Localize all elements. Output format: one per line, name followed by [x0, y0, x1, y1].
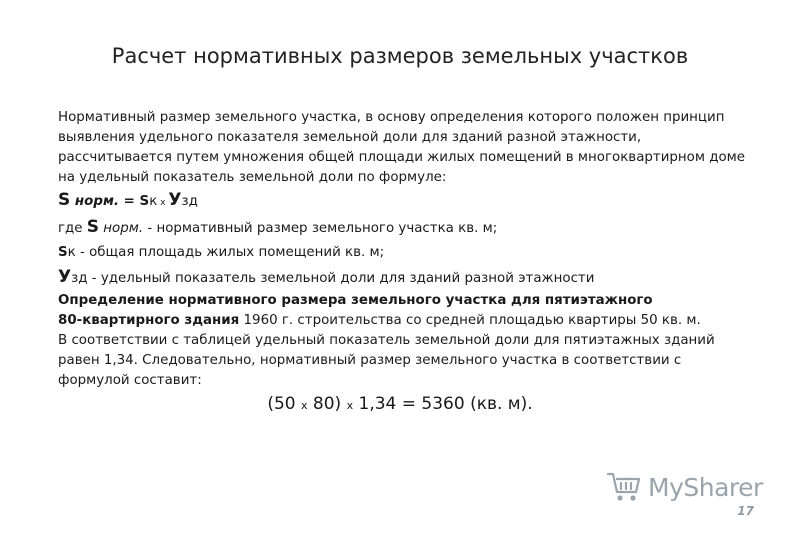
slide-body	[58, 108, 758, 391]
definition-s-k	[58, 241, 758, 265]
formula-sk-k: к	[149, 194, 158, 209]
def1-rest: - нормативный размер земельного участка кв. м;	[143, 221, 498, 236]
definition-s-norm	[58, 215, 758, 241]
intro-line-4: на удельный показатель земельной доли по формуле:	[58, 170, 447, 185]
result-part-1: (50	[267, 394, 301, 414]
cart-logo-icon	[606, 471, 642, 503]
slide-title: Расчет нормативных размеров земельных участков	[111, 44, 689, 68]
example-line-2-rest: 1960 г. строительства со средней площадью квартиры 50 кв. м.	[239, 313, 701, 328]
formula-x: х	[157, 198, 169, 208]
example-bold-part: 80-квартирного здания	[58, 313, 240, 328]
result-x-1: х	[301, 399, 308, 412]
formula-norm: норм.	[70, 194, 119, 209]
def2-k: к	[67, 245, 76, 260]
def3-zd: зд	[71, 271, 88, 286]
intro-line-3: рассчитывается путем умножения общей площади жилых помещений в многоквартирном доме	[58, 150, 745, 165]
example-line-4: равен 1,34. Следовательно, нормативный размер земельного участка в соответствии с	[58, 353, 682, 368]
intro-line-1: Нормативный размер земельного участка, в основу определения которого положен принцип	[58, 110, 725, 125]
example-line-5: формулой составит:	[58, 373, 202, 388]
intro-line-2: выявления удельного показателя земельной доли для зданий разной этажности,	[58, 130, 642, 145]
def3-y: У	[58, 267, 72, 287]
formula-y: У	[168, 190, 182, 210]
formula	[58, 188, 758, 215]
def2-s: S	[58, 245, 68, 260]
def1-s: S	[86, 217, 100, 237]
result-x-2: х	[346, 399, 354, 412]
page-number: 17	[737, 504, 754, 518]
def1-norm: норм.	[99, 221, 144, 236]
logo-text: MySharer	[648, 472, 763, 502]
example-line-2	[58, 311, 758, 331]
formula-zd: зд	[181, 194, 198, 209]
example-heading: Определение нормативного размера земельного участка для пятиэтажного	[58, 293, 653, 308]
def3-rest: - удельный показатель земельной доли для зданий разной этажности	[87, 271, 595, 286]
result-formula	[0, 394, 800, 414]
result-part-3: 1,34 = 5360 (кв. м).	[353, 394, 533, 414]
example-line-3: В соответствии с таблицей удельный показатель земельной доли для пятиэтажных зданий	[58, 333, 715, 348]
mysharer-logo	[606, 470, 763, 504]
result-part-2: 80)	[307, 394, 347, 414]
def2-rest: - общая площадь жилых помещений кв. м;	[75, 245, 385, 260]
formula-sk-s: S	[139, 194, 150, 209]
formula-s: S	[58, 190, 71, 210]
def1-prefix: где	[58, 221, 87, 236]
formula-eq: =	[118, 194, 140, 209]
definition-y-zd	[58, 265, 758, 291]
